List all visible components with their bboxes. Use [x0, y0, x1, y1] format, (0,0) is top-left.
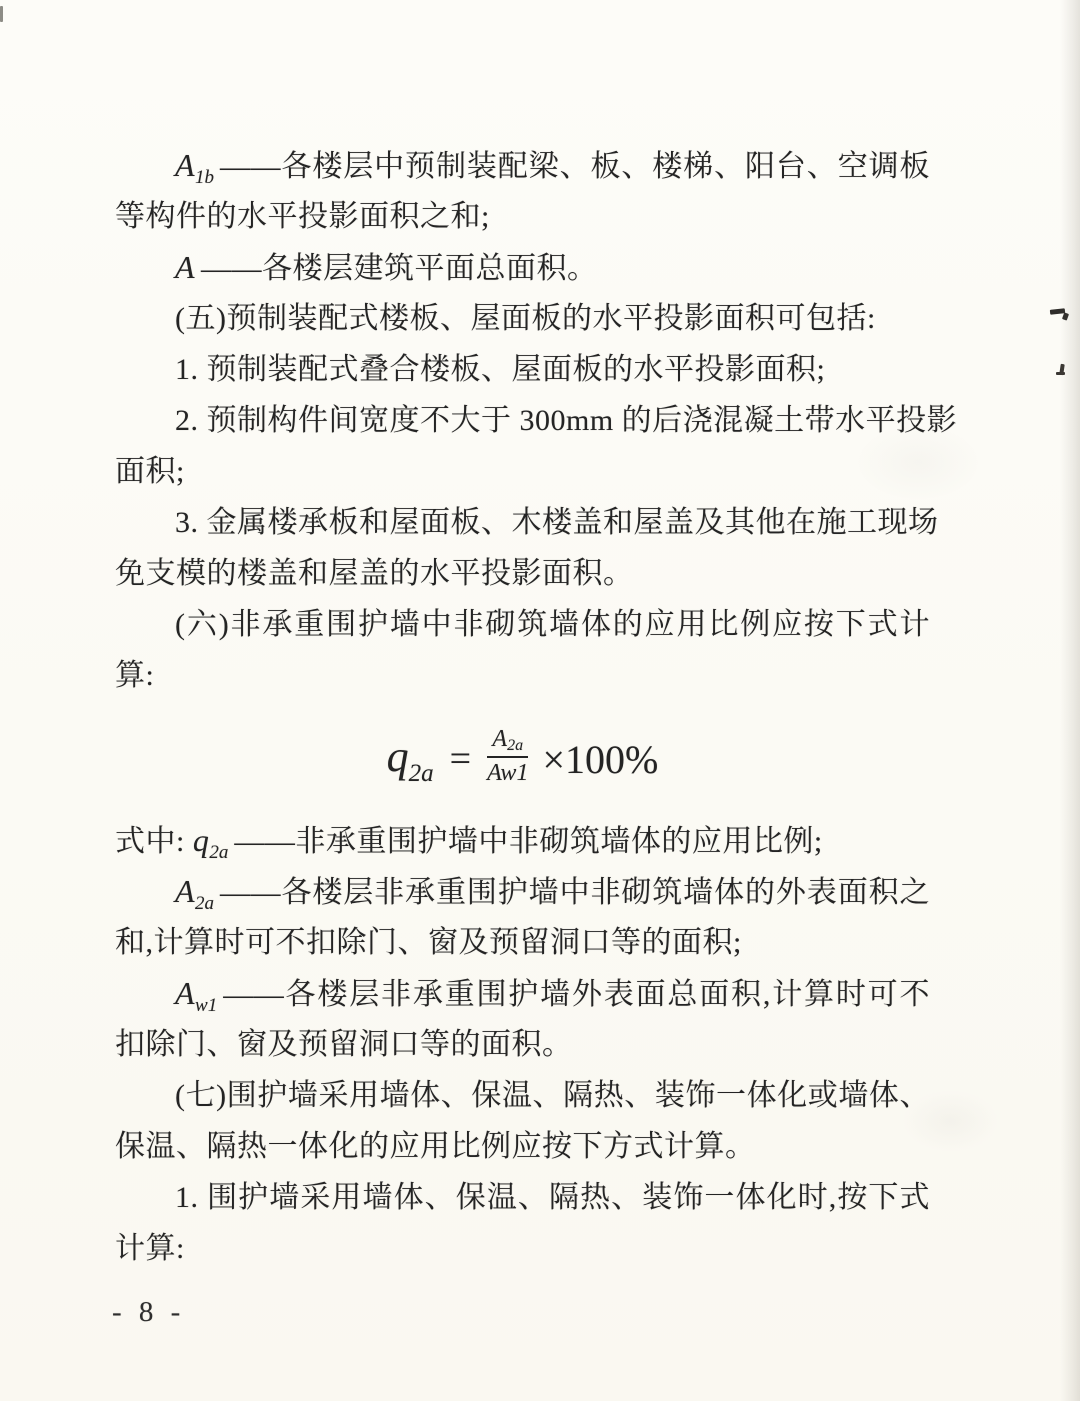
- math-symbol-subscript: 1b: [195, 167, 215, 188]
- line-prefix: 式中:: [115, 825, 193, 858]
- math-symbol-subscript: w1: [195, 995, 218, 1016]
- math-symbol: [175, 873, 215, 914]
- line-text: ——各楼层非承重围护墙中非砌筑墙体的外表面积之: [220, 876, 930, 909]
- math-symbol: [175, 975, 218, 1016]
- formula-numerator: [487, 725, 528, 758]
- math-symbol-base: q: [192, 822, 210, 858]
- text-line: [115, 497, 939, 548]
- formula-lhs-subscript: 2a: [408, 759, 434, 787]
- line-text: (七)围护墙采用墙体、保温、隔热、装饰一体化或墙体、: [175, 1079, 930, 1112]
- ink-speck: [1062, 312, 1069, 320]
- formula-denominator: Aw1: [487, 759, 529, 786]
- text-line: [115, 548, 930, 599]
- text-line: [115, 140, 930, 191]
- line-text: ——各楼层中预制装配梁、板、楼梯、阳台、空调板: [220, 150, 930, 183]
- text-line: [115, 650, 930, 701]
- text-line: [115, 1121, 930, 1172]
- ink-speck: [1056, 372, 1065, 375]
- text-line: [115, 1019, 930, 1070]
- document-content: [115, 140, 958, 1274]
- formula-lhs: [387, 731, 434, 788]
- math-symbol-subscript: 2a: [195, 893, 215, 914]
- text-line: [115, 1172, 930, 1223]
- formula-numerator-subscript: 2a: [507, 736, 524, 754]
- line-text: (六)非承重围护墙中非砌筑墙体的应用比例应按下式计: [175, 608, 930, 641]
- formula-q2a: [115, 707, 930, 811]
- line-text: ——各楼层非承重围护墙外表面总面积,计算时可不: [223, 978, 930, 1011]
- text-line: [115, 599, 930, 650]
- math-symbol: [175, 147, 215, 188]
- text-line: [115, 866, 930, 917]
- text-line: [115, 344, 930, 395]
- page-number: - 8 -: [112, 1296, 186, 1328]
- text-line: [115, 1223, 930, 1274]
- formula-lhs-base: q: [386, 731, 409, 781]
- math-symbol-subscript: 2a: [209, 842, 229, 863]
- text-line: [115, 191, 930, 242]
- text-line: [115, 1070, 930, 1121]
- line-text: 面积;: [115, 455, 185, 488]
- line-text: 保温、隔热一体化的应用比例应按下方式计算。: [115, 1130, 756, 1163]
- line-text: ——非承重围护墙中非砌筑墙体的应用比例;: [234, 825, 823, 858]
- line-text: 算:: [115, 659, 155, 692]
- formula-multiplier: ×100%: [542, 736, 659, 782]
- text-line: [115, 293, 930, 344]
- line-text: 1. 围护墙采用墙体、保温、隔热、装饰一体化时,按下式: [175, 1181, 930, 1214]
- math-symbol-base: A: [175, 249, 196, 285]
- line-text: ——各楼层建筑平面总面积。: [201, 252, 598, 285]
- text-line: [115, 446, 930, 497]
- scan-edge-speck: [0, 6, 3, 22]
- line-text: (五)预制装配式楼板、屋面板的水平投影面积可包括:: [175, 302, 876, 335]
- math-symbol-base: A: [175, 873, 196, 909]
- line-text: 1. 预制装配式叠合楼板、屋面板的水平投影面积;: [175, 353, 826, 386]
- text-block-bottom: [115, 815, 930, 1274]
- line-text: 等构件的水平投影面积之和;: [115, 200, 490, 233]
- formula-equals-sign: =: [449, 738, 472, 780]
- line-text: 免支模的楼盖和屋盖的水平投影面积。: [115, 557, 634, 590]
- line-text: 计算:: [115, 1232, 185, 1265]
- math-symbol-base: A: [175, 975, 196, 1011]
- text-block-top: [115, 140, 958, 701]
- line-text: 和,计算时可不扣除门、窗及预留洞口等的面积;: [115, 926, 742, 959]
- math-symbol: [192, 822, 229, 863]
- line-text: 2. 预制构件间宽度不大于 300mm 的后浇混凝土带水平投影: [175, 404, 958, 437]
- text-line: [115, 395, 958, 446]
- text-line: [115, 968, 930, 1019]
- text-line: [115, 242, 930, 293]
- text-line: [115, 917, 930, 968]
- line-text: 扣除门、窗及预留洞口等的面积。: [115, 1028, 573, 1061]
- math-symbol-base: A: [175, 147, 196, 183]
- line-text: 3. 金属楼承板和屋面板、木楼盖和屋盖及其他在施工现场: [175, 506, 939, 539]
- math-symbol: [175, 249, 196, 285]
- formula-fraction: [487, 725, 528, 788]
- text-line: [115, 815, 930, 866]
- formula-numerator-base: A: [492, 725, 508, 752]
